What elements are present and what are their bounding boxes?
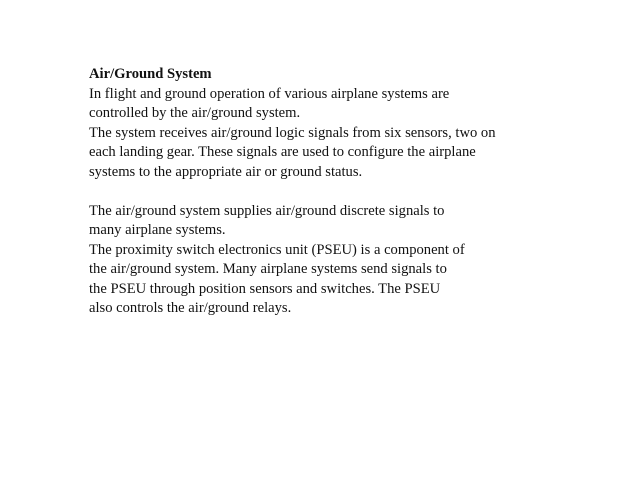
paragraph-spacer (89, 182, 609, 202)
paragraph-line: The proximity switch electronics unit (PSEU) is a component of (89, 241, 465, 258)
paragraph-line: also controls the air/ground relays. (89, 300, 292, 316)
document-title: Air/Ground System (89, 66, 212, 82)
paragraph-line: In flight and ground operation of various airplane systems are (89, 85, 450, 102)
paragraph-line: the PSEU through position sensors and switches. The PSEU (89, 280, 441, 297)
paragraph-line: The system receives air/ground logic signals from six sensors, two on (89, 124, 496, 141)
paragraph-line: many airplane systems. (89, 222, 226, 238)
paragraph-line: the air/ground system. Many airplane systems send signals to (89, 261, 447, 277)
paragraph-line: systems to the appropriate air or ground status. (89, 163, 363, 180)
paragraph-line: each landing gear. These signals are used to configure the airplane (89, 144, 476, 160)
paragraph-line: controlled by the air/ground system. (89, 105, 301, 121)
paragraph-1 (89, 85, 609, 183)
text-block (89, 65, 609, 319)
paragraph-2 (89, 202, 609, 319)
paragraph-line: The air/ground system supplies air/ground discrete signals to (89, 202, 445, 219)
